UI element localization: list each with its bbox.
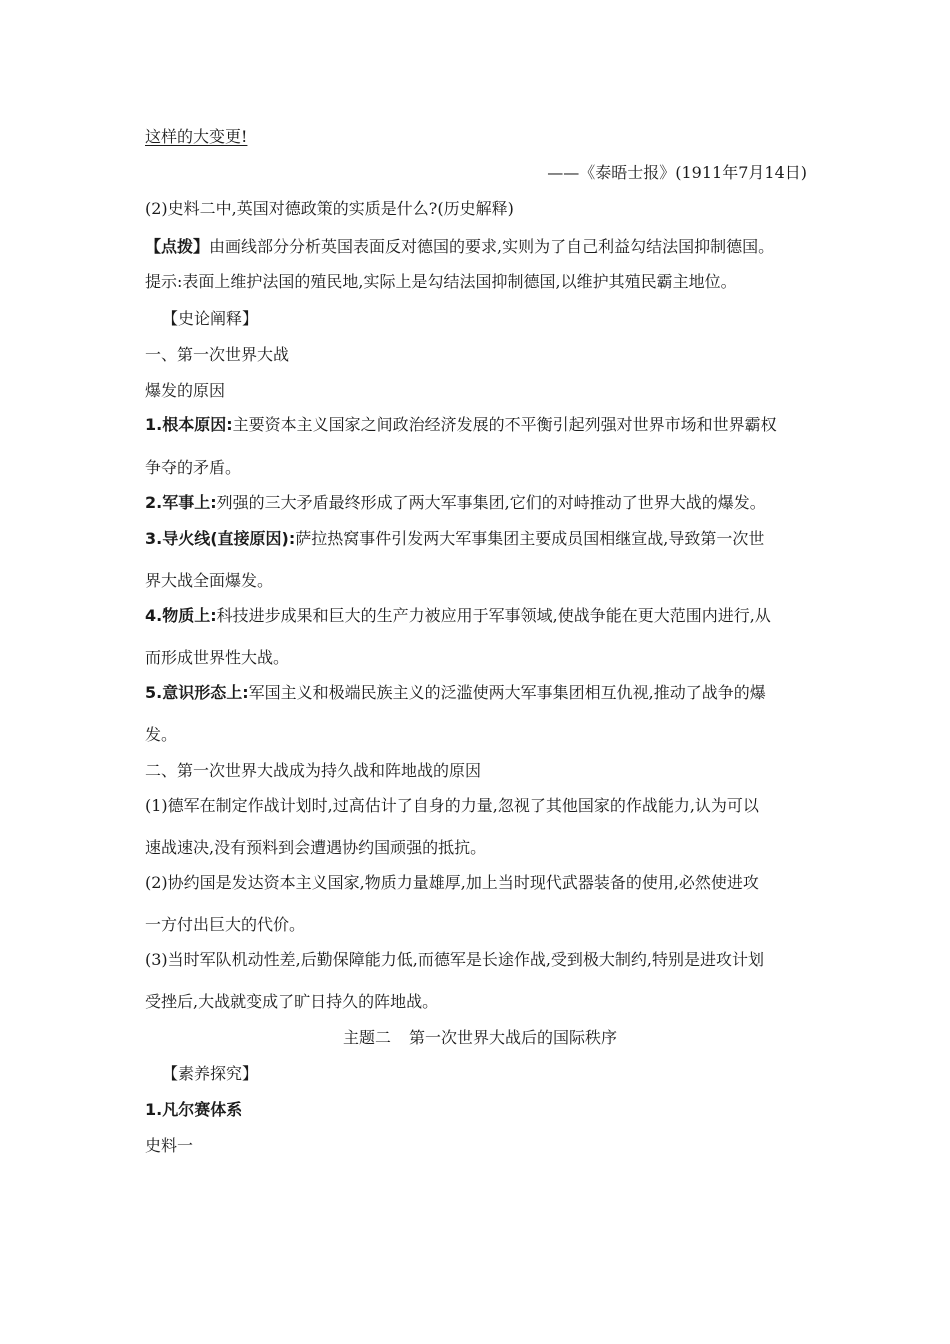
theme-2-heading — [0, 1028, 950, 1048]
source-citation: ——《泰晤士报》(1911年7月14日) — [547, 163, 807, 182]
subheading-causes: 爆发的原因 — [145, 381, 226, 400]
source-label: 史料一 — [145, 1136, 194, 1155]
cause-5-cont: 发。 — [145, 725, 178, 744]
section-heading-suyang: 【素养探究】 — [162, 1064, 259, 1083]
cause-3-label: 3.导火线(直接原因): — [145, 529, 296, 548]
question-2: (2)史料二中,英国对德政策的实质是什么?(历史解释) — [145, 199, 514, 218]
cause-4-cont: 而形成世界性大战。 — [145, 648, 290, 667]
cause-2-text: 列强的三大矛盾最终形成了两大军事集团,它们的对峙推动了世界大战的爆发。 — [216, 493, 766, 512]
reason-3: (3)当时军队机动性差,后勤保障能力低,而德军是长途作战,受到极大制约,特别是进攻计划 — [145, 950, 765, 969]
cause-2-label: 2.军事上: — [145, 493, 217, 512]
reason-2: (2)协约国是发达资本主义国家,物质力量雄厚,加上当时现代武器装备的使用,必然使进攻 — [145, 873, 759, 892]
reason-3-cont: 受挫后,大战就变成了旷日持久的阵地战。 — [145, 992, 439, 1011]
quote-end-line — [145, 127, 247, 147]
heading-ww1: 一、第一次世界大战 — [145, 345, 290, 364]
cause-5 — [145, 683, 766, 703]
cause-5-label: 5.意识形态上: — [145, 683, 249, 702]
cause-3-text: 萨拉热窝事件引发两大军事集团主要成员国相继宣战,导致第一次世 — [295, 529, 765, 548]
cause-5-text: 军国主义和极端民族主义的泛滥使两大军事集团相互仇视,推动了战争的爆 — [248, 683, 766, 702]
cause-2 — [145, 493, 766, 513]
cause-4 — [145, 606, 771, 626]
hint-text: 由画线部分分析英国表面反对德国的要求,实则为了自己利益勾结法国抑制德国。 — [209, 237, 775, 256]
reason-1-cont: 速战速决,没有预料到会遭遇协约国顽强的抵抗。 — [145, 838, 487, 857]
tip-line: 提示:表面上维护法国的殖民地,实际上是勾结法国抑制德国,以维护其殖民霸主地位。 — [145, 272, 737, 291]
theme-title: 第一次世界大战后的国际秩序 — [409, 1028, 618, 1047]
cause-4-text: 科技进步成果和巨大的生产力被应用于军事领域,使战争能在更大范围内进行,从 — [216, 606, 771, 625]
cause-1-text: 主要资本主义国家之间政治经济发展的不平衡引起列强对世界市场和世界霸权 — [232, 415, 777, 434]
heading-versailles: 1.凡尔赛体系 — [145, 1100, 243, 1119]
heading-section-2: 二、第一次世界大战成为持久战和阵地战的原因 — [145, 761, 482, 780]
theme-number: 主题二 — [342, 1028, 391, 1047]
reason-2-cont: 一方付出巨大的代价。 — [145, 915, 306, 934]
cause-1 — [145, 415, 777, 435]
cause-1-cont: 争夺的矛盾。 — [145, 458, 242, 477]
underlined-text: 这样的大变更! — [145, 127, 248, 146]
cause-3-cont: 界大战全面爆发。 — [145, 571, 274, 590]
cause-1-label: 1.根本原因: — [145, 415, 233, 434]
cause-3 — [145, 529, 764, 549]
cause-4-label: 4.物质上: — [145, 606, 217, 625]
hint-tag: 【点拨】 — [145, 237, 210, 256]
reason-1: (1)德军在制定作战计划时,过高估计了自身的力量,忽视了其他国家的作战能力,认为可以 — [145, 796, 759, 815]
section-heading-shilun: 【史论阐释】 — [162, 309, 259, 328]
hint-line — [145, 237, 774, 257]
